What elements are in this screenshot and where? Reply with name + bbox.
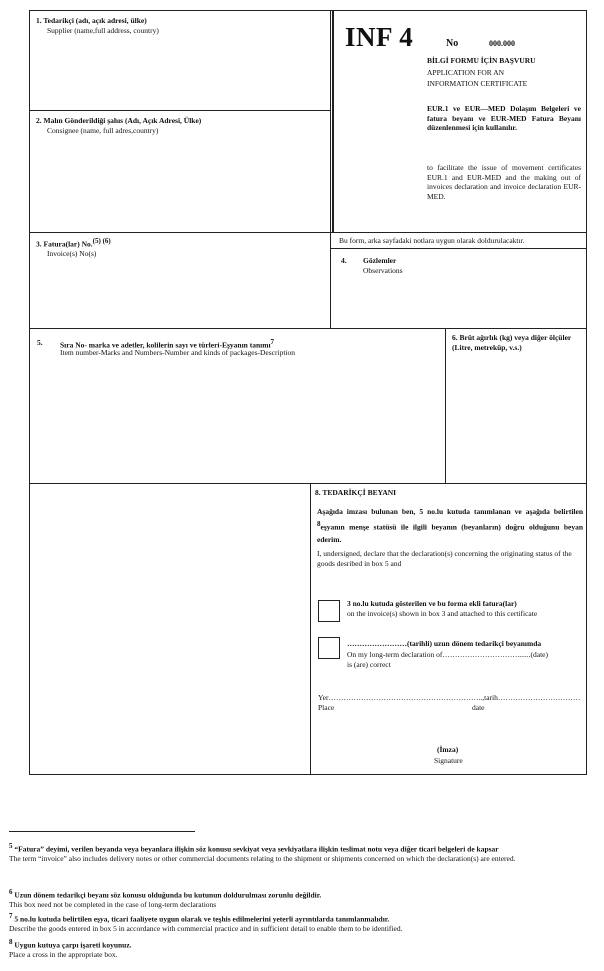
form-no-value: 000.000	[489, 39, 515, 48]
footnote-8-tr	[9, 938, 595, 950]
footnote-5-tr-text: “Fatura” deyimi, verilen beyanda veya beyanlara ilişkin söz konusu sevkiyat veya sevkiyatlara ilişkin teslimat notu veya diğer ticari belgeleri de kapsar	[14, 844, 499, 854]
footnote-7	[9, 912, 595, 934]
box3-footnote-refs: (5) (6)	[92, 237, 111, 245]
left-lower-field[interactable]	[33, 487, 306, 771]
option2-en-b: is (are) correct	[347, 660, 391, 669]
footnote-6	[9, 888, 595, 910]
form-subtitle-en-1: APPLICATION FOR AN	[427, 68, 505, 77]
box6-label: 6. Brüt ağırlık (kg) veya diğer ölçüler (Litre, metreküp, v.s.)	[452, 333, 572, 352]
option1-en: on the invoice(s) shown in box 3 and attached to this certificate	[347, 609, 538, 618]
box5-number: 5.	[37, 338, 43, 347]
signature-label-tr: (İmza)	[437, 745, 459, 754]
box4-label-tr: Gözlemler	[363, 256, 397, 265]
box5-footnote-ref: 7	[270, 338, 275, 346]
invoice-checkbox[interactable]	[318, 600, 340, 622]
divider-box1-box2	[29, 110, 331, 111]
form-desc-en: to facilitate the issue of movement certificates EUR.1 and EUR-MED and the making out of invoices declaration and invoice declaration EUR-MED.	[427, 163, 581, 201]
divider-row-box8	[29, 483, 587, 484]
footnote-8-en: Place a cross in the appropriate box.	[9, 950, 118, 960]
footnote-6-en: This box need not be completed in the case of long-term declarations	[9, 900, 217, 910]
footnote-5-en: The term “invoice” also includes delivery notes or other commercial documents relating to the shipment or shipments concerned on which the declaration(s) are entered.	[9, 854, 516, 864]
box3-label-tr	[36, 237, 111, 249]
box4-label-en: Observations	[363, 266, 403, 275]
divider-row-box5	[29, 328, 587, 329]
divider-left-right-top	[330, 10, 331, 233]
place-label: Place	[318, 703, 335, 712]
divider-box3-box4	[330, 232, 331, 328]
observations-field[interactable]	[334, 278, 584, 324]
footnote-6-tr	[9, 888, 595, 900]
divider-box5-box6	[445, 328, 446, 483]
box2-label-en: Consignee (name, full adres,country)	[47, 126, 159, 135]
form-subtitle-tr: BİLGİ FORMU İÇİN BAŞVURU	[427, 56, 536, 65]
divider-row-box3	[29, 232, 587, 233]
footnote-6-num: 6	[9, 888, 13, 896]
divider-box7-box8	[310, 483, 311, 775]
long-term-declaration-checkbox[interactable]	[318, 637, 340, 659]
date-label: date	[472, 703, 485, 712]
consignee-field[interactable]	[33, 138, 327, 228]
footnote-8-tr-text: Uygun kutuya çarpı işareti koyunuz.	[14, 940, 132, 950]
box8-declaration-en: I, undersigned, declare that the declaration(s) concerning the originating status of the goods desribed in box 5 and	[317, 549, 572, 568]
footnote-5	[9, 842, 595, 864]
gross-weight-field[interactable]	[449, 358, 584, 479]
box3-label-text: 3. Fatura(lar) No.	[36, 239, 93, 249]
box3-label-en: Invoice(s) No(s)	[47, 249, 97, 258]
divider-header-right-bold	[332, 10, 334, 233]
footnote-5-tr	[9, 842, 595, 854]
form-subtitle-en-2: INFORMATION CERTIFICATE	[427, 79, 528, 88]
footnote-7-tr	[9, 912, 595, 924]
place-date-line: Yer……………………………………………………..,tarih……………………………	[318, 693, 581, 702]
box4-number: 4.	[341, 256, 347, 265]
box8-declaration-tr	[317, 506, 583, 547]
divider-note-box4	[330, 248, 587, 249]
form-title: INF 4	[345, 22, 414, 52]
footnote-8-num: 8	[9, 938, 13, 946]
footnote-7-en: Describe the goods entered in box 5 in accordance with commercial practice and in sufficient detail to enable them to be identified.	[9, 924, 403, 934]
footnote-5-num: 5	[9, 842, 13, 850]
signature-area[interactable]	[420, 715, 540, 743]
option1-tr: 3 no.lu kutuda gösterilen ve bu forma ekli fatura(lar)	[347, 599, 517, 608]
box5-label-en: Item number-Marks and Numbers-Number and kinds of packages-Description	[60, 348, 295, 357]
goods-description-field[interactable]	[33, 362, 441, 479]
box5-label-text: Sıra No- marka ve adetler, kolilerin sayı ve türleri-Eşyanın tanımı	[60, 340, 271, 350]
box8-declaration-tr-a: Aşağıda imzası bulunan ben, 5 no.lu kutuda tanımlanan ve aşağıda belirtilen	[317, 507, 583, 516]
box8-footnote-ref: 8	[317, 519, 321, 528]
box1-label-tr: 1. Tedarikçi (adı, açık adresi, ülke)	[36, 16, 147, 25]
supplier-field[interactable]	[33, 38, 327, 106]
footnote-7-num: 7	[9, 912, 13, 920]
footnote-8	[9, 938, 595, 960]
form-no-label: No	[446, 38, 459, 49]
form-note: Bu form, arka sayfadaki notlara uygun olarak doldurulacaktır.	[339, 236, 525, 245]
signature-label-en: Signature	[434, 756, 463, 765]
option2-en-a: On my long-term declaration of………………………….......(date)	[347, 650, 548, 659]
footnote-separator	[9, 831, 195, 832]
box2-label-tr: 2. Malın Gönderildiği şahıs (Adı, Açık Adresi, Ülke)	[36, 116, 202, 125]
footnote-6-tr-text: Uzun dönem tedarikçi beyanı söz konusu olduğunda bu kutunun doldurulması zorunlu değildir.	[14, 890, 322, 900]
box8-title: 8. TEDARİKÇİ BEYANI	[315, 488, 397, 497]
footnote-7-tr-text: 5 no.lu kutuda belirtilen eşya, ticari faaliyete uygun olarak ve teşhis edilmelerini yeterli ayrıntılarda tanımlanmalıdır.	[14, 914, 390, 924]
box8-declaration-tr-b: eşyanın menşe statüsü ile ilgili beyanın (beyanların) doğru olduğunu beyan ederim.	[317, 522, 583, 544]
box1-label-en: Supplier (name,full address, country)	[47, 26, 159, 35]
form-desc-tr: EUR.1 ve EUR—MED Dolaşım Belgeleri ve fatura beyanı ve EUR-MED Fatura Beyanı düzenlenmesi için kullanılır.	[427, 104, 581, 133]
option2-tr: ……………………(tarihli) uzun dönem tedarikçi beyanımda	[347, 639, 542, 648]
invoice-numbers-field[interactable]	[33, 262, 327, 324]
